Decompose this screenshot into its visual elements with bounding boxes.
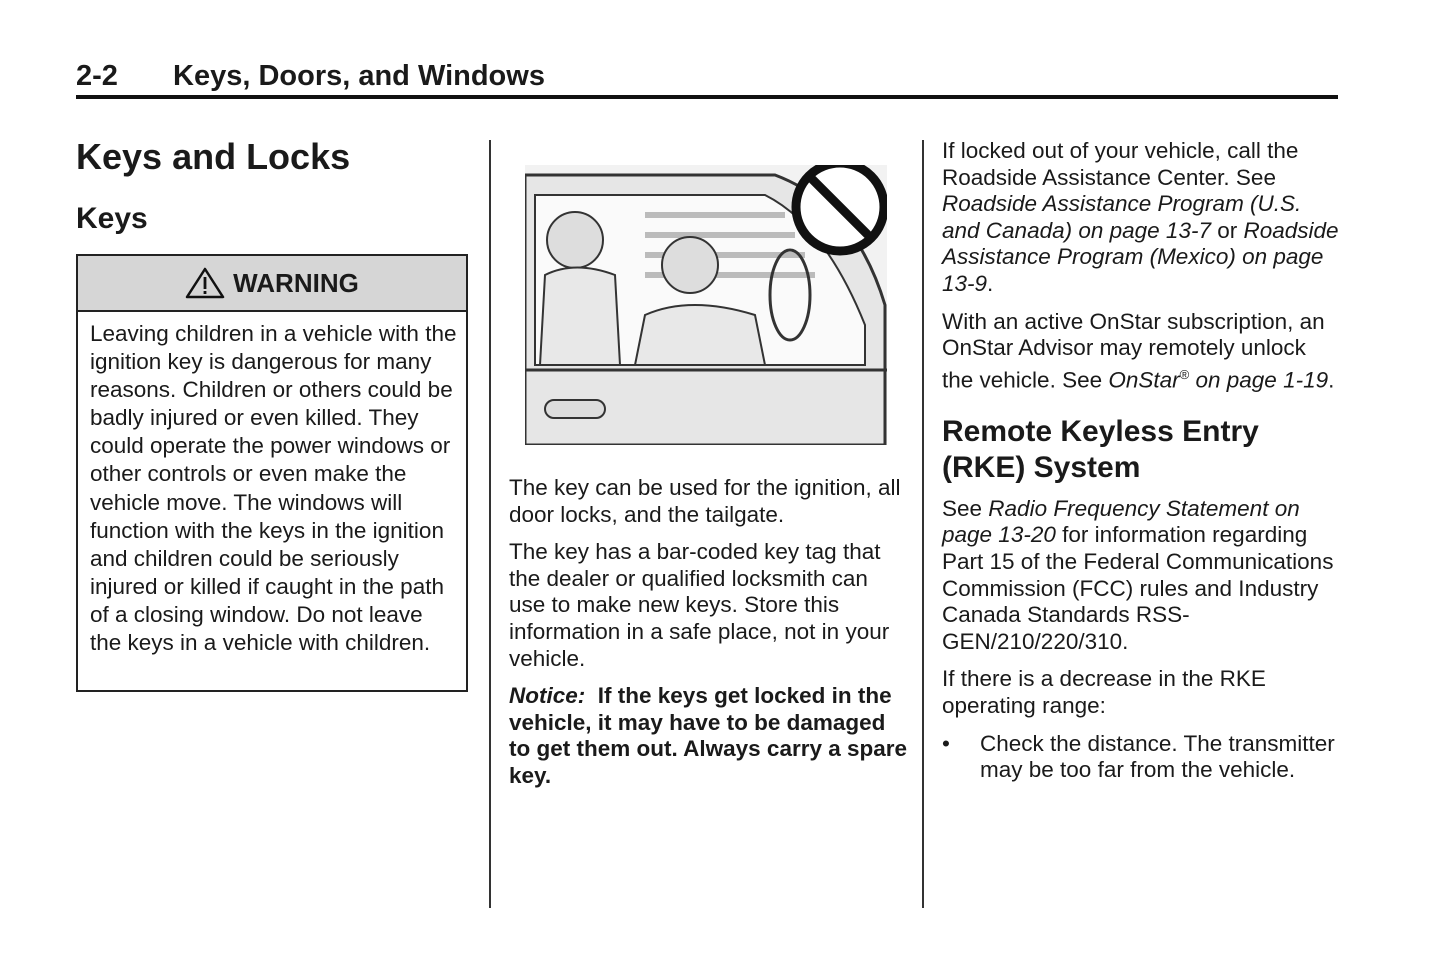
text: or — [1210, 217, 1244, 243]
column-divider — [489, 140, 491, 908]
text: See — [942, 495, 989, 521]
section-title: Keys, Doors, and Windows — [173, 60, 545, 92]
text: With an active OnStar subscription, an OnStar Advisor may remotely unlock the vehicle. See — [942, 308, 1325, 393]
rke-heading: Remote Keyless Entry (RKE) System — [942, 414, 1259, 484]
warning-text: Leaving children in a vehicle with the ignition key is dangerous for many reasons. Children or others could be badly injured or even killed. They could operate the power windows or other controls or even make the vehicle move. The windows will function with the keys in the ignition and children could be seriously injured or killed if caught in the path of a closing window. Do not leave the keys in a vehicle with children. — [90, 321, 457, 656]
page-number: 2-2 — [76, 60, 118, 92]
page-heading: Keys and Locks — [76, 136, 351, 177]
warning-label: WARNING — [233, 267, 359, 298]
children-in-vehicle-illustration — [525, 165, 887, 445]
paragraph — [942, 496, 1340, 656]
bullet-mark: • — [942, 730, 950, 756]
paragraph — [942, 138, 1340, 298]
paragraph: If there is a decrease in the RKE operating range: — [942, 666, 1266, 718]
notice-text: If the keys get locked in the vehicle, it may have to be damaged to get them out. Always carry a spare key. — [509, 683, 908, 788]
cross-reference-link[interactable]: Roadside Assistance Program (Mexico) on page 13-9 — [942, 217, 1339, 296]
cross-reference-link[interactable]: OnStar — [1108, 367, 1180, 393]
middle-column — [509, 475, 909, 801]
text: . — [987, 270, 994, 296]
subheading-keys: Keys — [76, 202, 148, 235]
cross-reference-link[interactable]: on page 1-19 — [1189, 367, 1329, 393]
column-divider — [922, 140, 924, 908]
notice-label: Notice: — [509, 683, 586, 709]
header-rule — [76, 95, 1338, 99]
bullet-item — [942, 731, 1340, 784]
text: If locked out of your vehicle, call the Roadside Assistance Center. See — [942, 138, 1299, 190]
text: . — [1328, 367, 1335, 393]
paragraph: The key has a bar-coded key tag that the dealer or qualified locksmith can use to make new keys. Store this information in a safe place, not in your vehicle. — [509, 539, 890, 671]
cross-reference-link[interactable]: Radio Frequency Statement on page 13-20 — [942, 495, 1300, 548]
text: for information regarding Part 15 of the Federal Communications Commission (FCC) rules and Industry Canada Standards RSS-GEN/210/220/310. — [942, 522, 1334, 654]
paragraph — [942, 309, 1340, 394]
bullet-text: Check the distance. The transmitter may be too far from the vehicle. — [980, 730, 1335, 783]
warning-triangle-icon — [185, 267, 225, 299]
warning-box — [76, 254, 468, 692]
paragraph: The key can be used for the ignition, all door locks, and the tailgate. — [509, 475, 901, 527]
registered-mark: ® — [1179, 366, 1190, 382]
cross-reference-link[interactable]: Roadside Assistance Program (U.S. and Canada) on page 13-7 — [942, 191, 1302, 243]
notice — [509, 683, 909, 789]
right-column — [942, 138, 1340, 784]
warning-header — [78, 256, 466, 312]
